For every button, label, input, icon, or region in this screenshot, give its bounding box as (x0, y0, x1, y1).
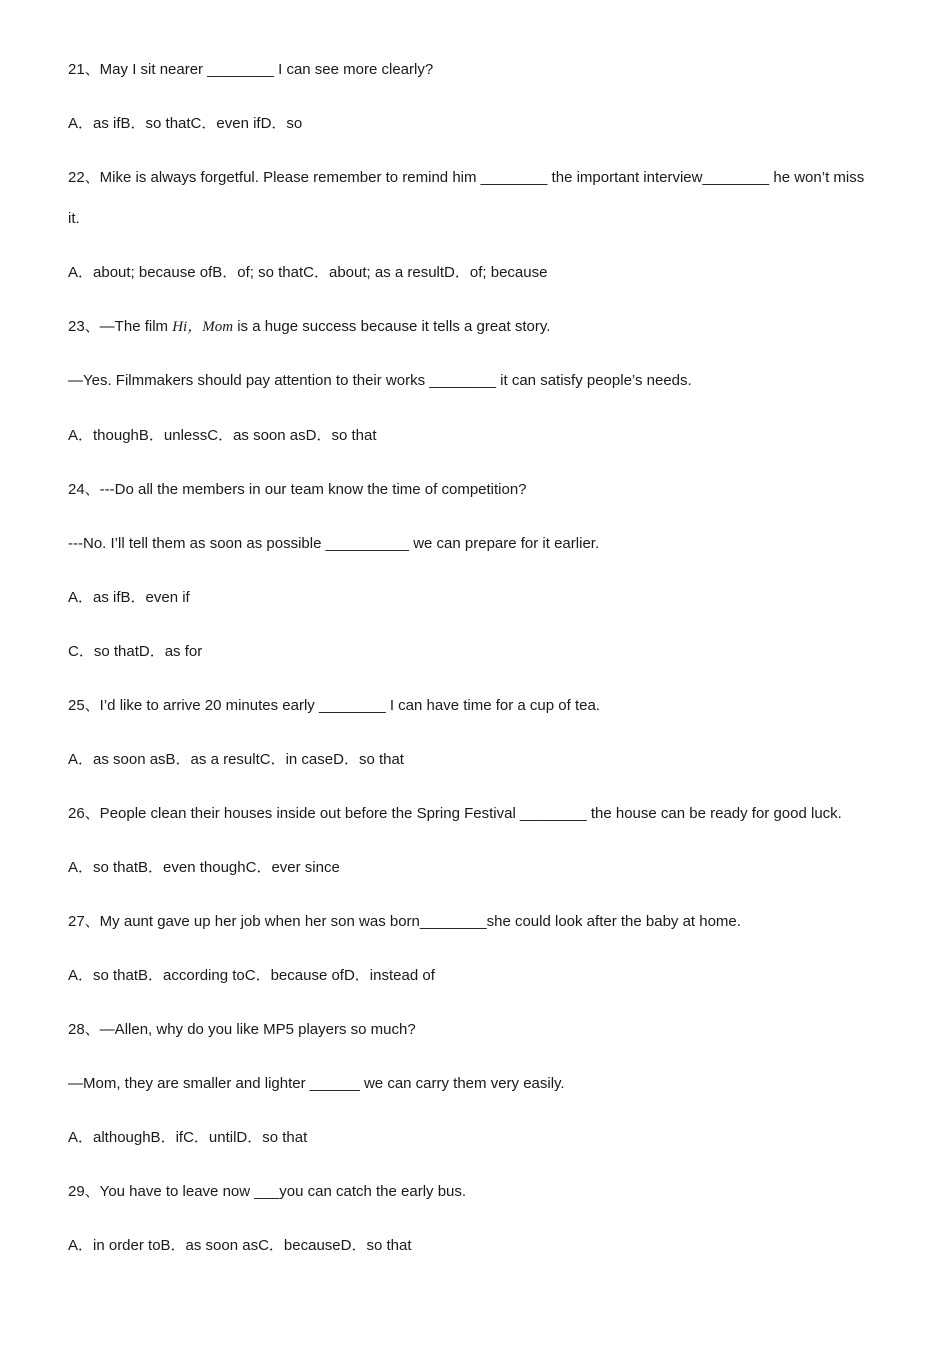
question-28-stem: 28、—Allen, why do you like MP5 players so much? (68, 1021, 416, 1038)
question-21-stem: 21、May I sit nearer ________ I can see more clearly? (68, 61, 434, 78)
question-26-options: A．so thatB．even thoughC．ever since (68, 859, 340, 876)
question-28-options: A．althoughB．ifC．untilD．so that (68, 1129, 308, 1146)
question-24-stem: 24、---Do all the members in our team know the time of competition? (68, 481, 527, 498)
question-22-stem: 22、Mike is always forgetful. Please remember to remind him ________ the important interview________ he won’t miss it. (68, 169, 865, 227)
question-26-stem: 26、People clean their houses inside out before the Spring Festival ________ the house can be ready for good luck. (68, 805, 842, 822)
question-24-options-2: C．so thatD．as for (68, 643, 203, 660)
question-21-options: A．as ifB．so thatC．even ifD．so (68, 115, 303, 132)
question-24-options: A．as ifB．even if (68, 589, 190, 606)
question-23-stem-after: is a huge success because it tells a great story. (233, 318, 551, 335)
question-27-options: A．so thatB．according toC．because ofD．instead of (68, 967, 435, 984)
question-24-reply: ---No. I’ll tell them as soon as possible __________ we can prepare for it earlier. (68, 535, 600, 552)
question-23-stem-before: 23、—The film (68, 318, 173, 335)
question-27-stem: 27、My aunt gave up her job when her son was born________she could look after the baby at home. (68, 913, 741, 930)
question-22-options: A．about; because ofB．of; so thatC．about; as a resultD．of; because (68, 264, 548, 281)
question-29-options: A．in order toB．as soon asC．becauseD．so that (68, 1237, 412, 1254)
question-25-options: A．as soon asB．as a resultC．in caseD．so that (68, 751, 404, 768)
question-23-film-title: Hi，Mom (172, 319, 234, 335)
question-23-reply: —Yes. Filmmakers should pay attention to their works ________ it can satisfy people’s needs. (68, 372, 692, 389)
question-25-stem: 25、I’d like to arrive 20 minutes early ________ I can have time for a cup of tea. (68, 697, 600, 714)
question-28-reply: —Mom, they are smaller and lighter ______ we can carry them very easily. (68, 1075, 565, 1092)
question-23-stem (68, 317, 550, 337)
question-29-stem: 29、You have to leave now ___you can catch the early bus. (68, 1183, 467, 1200)
question-23-options: A．thoughB．unlessC．as soon asD．so that (68, 427, 377, 444)
